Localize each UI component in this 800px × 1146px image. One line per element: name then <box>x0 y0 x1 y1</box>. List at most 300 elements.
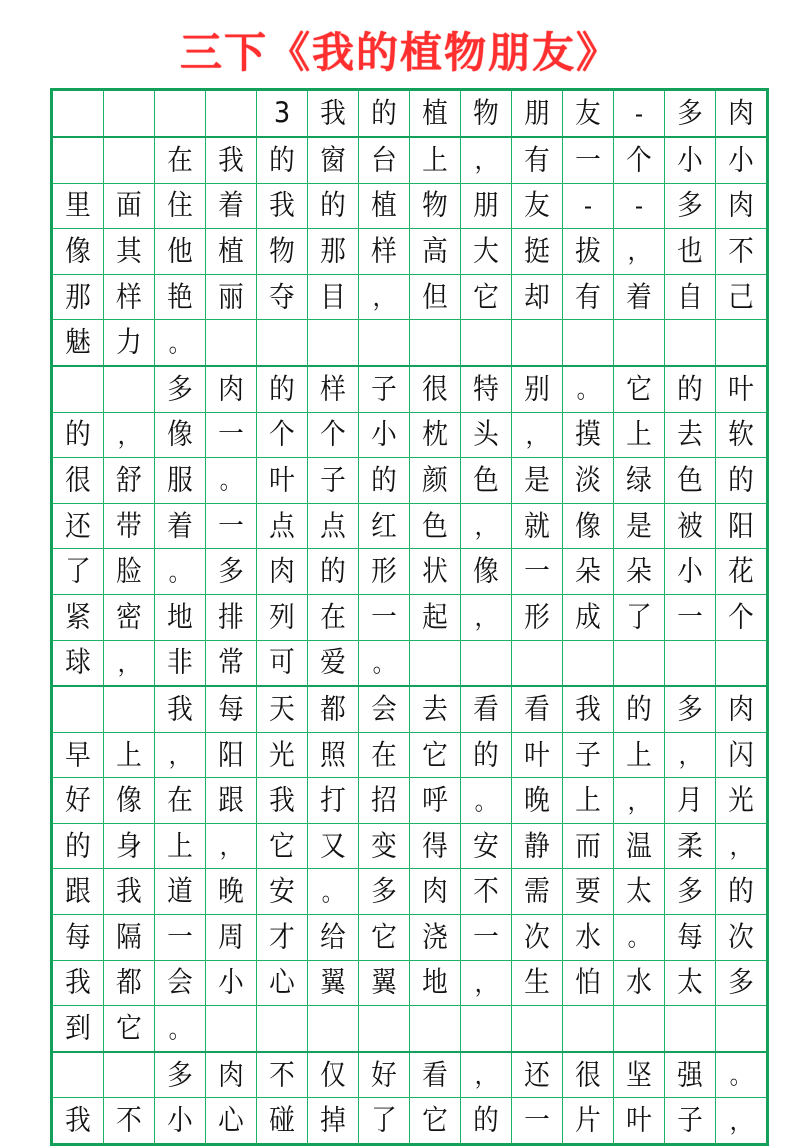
grid-char: 小 <box>371 418 397 452</box>
grid-char: 像 <box>116 784 142 817</box>
grid-cell <box>512 640 563 686</box>
grid-row <box>52 229 768 275</box>
grid-cell <box>461 90 512 137</box>
grid-char: 像 <box>473 555 499 588</box>
grid-char: 大 <box>473 235 499 268</box>
grid-cell <box>716 640 768 686</box>
grid-cell <box>512 1098 563 1145</box>
grid-char: 摸 <box>575 418 601 452</box>
grid-cell <box>614 778 665 824</box>
grid-cell <box>461 915 512 961</box>
grid-cell <box>104 90 155 137</box>
grid-cell <box>461 1006 512 1052</box>
grid-char: ， <box>678 740 702 770</box>
grid-char: 晚 <box>524 784 550 817</box>
grid-char: 肉 <box>728 189 754 223</box>
grid-char: 他 <box>167 235 193 268</box>
grid-char: 头 <box>473 418 499 452</box>
page-title: 三下《我的植物朋友》 <box>179 28 620 77</box>
grid-cell <box>512 412 563 458</box>
grid-cell <box>308 412 359 458</box>
grid-char: 那 <box>65 280 91 314</box>
grid-cell <box>512 137 563 183</box>
grid-cell <box>155 229 206 275</box>
grid-char: 太 <box>677 966 703 1000</box>
grid-char: 我 <box>320 97 346 130</box>
grid-cell <box>563 1052 614 1098</box>
grid-cell <box>52 1006 104 1052</box>
grid-char: 带 <box>116 509 142 543</box>
grid-cell <box>257 229 308 275</box>
grid-char: 子 <box>677 1104 703 1138</box>
grid-cell <box>410 640 461 686</box>
grid-char: 看 <box>422 1058 448 1092</box>
grid-cell <box>155 960 206 1006</box>
grid-char: 地 <box>167 600 193 634</box>
grid-char: 个 <box>728 600 754 634</box>
grid-char: 红 <box>371 509 397 543</box>
grid-char: 它 <box>116 1012 142 1045</box>
grid-char: 友 <box>575 97 601 130</box>
grid-cell <box>614 732 665 778</box>
grid-char: 水 <box>575 921 601 954</box>
grid-char: 温 <box>626 829 652 863</box>
grid-cell <box>665 869 716 915</box>
grid-cell <box>257 732 308 778</box>
grid-row <box>52 366 768 412</box>
grid-char: 坚 <box>626 1058 652 1092</box>
grid-char: 肉 <box>728 693 754 726</box>
grid-cell <box>52 549 104 595</box>
grid-char: 多 <box>728 966 754 1000</box>
grid-cell <box>257 458 308 504</box>
grid-char: 还 <box>65 509 91 543</box>
grid-row <box>52 823 768 869</box>
grid-cell <box>257 960 308 1006</box>
grid-cell <box>716 594 768 640</box>
grid-char: 有 <box>524 144 550 177</box>
grid-cell <box>308 274 359 320</box>
grid-char: 多 <box>677 189 703 223</box>
grid-cell <box>614 686 665 732</box>
grid-cell <box>359 229 410 275</box>
grid-char: 上 <box>422 144 448 177</box>
grid-char: ， <box>168 740 192 770</box>
grid-char: 绿 <box>626 464 652 497</box>
grid-char: ， <box>525 420 549 450</box>
grid-char: 招 <box>371 784 397 817</box>
grid-cell <box>257 594 308 640</box>
grid-cell <box>52 594 104 640</box>
grid-cell <box>359 732 410 778</box>
grid-cell <box>563 366 614 412</box>
grid-cell <box>614 549 665 595</box>
grid-char: 肉 <box>218 1058 244 1092</box>
grid-char: 生 <box>524 966 550 1000</box>
grid-char: 安 <box>473 829 499 863</box>
grid-cell <box>665 183 716 229</box>
grid-cell <box>461 594 512 640</box>
grid-char: 了 <box>626 600 652 634</box>
grid-char: 排 <box>218 600 244 634</box>
grid-char: 晚 <box>218 875 244 909</box>
grid-cell <box>257 915 308 961</box>
grid-cell <box>665 549 716 595</box>
grid-char: 也 <box>677 235 703 268</box>
grid-char: 。 <box>168 556 192 587</box>
grid-char: 它 <box>269 829 295 863</box>
grid-cell <box>308 503 359 549</box>
grid-char: 小 <box>677 144 703 177</box>
grid-cell <box>155 869 206 915</box>
grid-cell <box>359 137 410 183</box>
grid-char: 的 <box>269 372 295 406</box>
grid-cell <box>359 686 410 732</box>
grid-char: 多 <box>677 693 703 726</box>
grid-cell <box>52 960 104 1006</box>
grid-cell <box>461 1098 512 1145</box>
grid-char: 友 <box>524 189 550 223</box>
grid-cell <box>716 915 768 961</box>
grid-cell <box>665 778 716 824</box>
grid-char: 却 <box>524 280 550 314</box>
grid-char: 次 <box>728 921 754 954</box>
grid-char: 多 <box>677 875 703 909</box>
grid-char: 艳 <box>167 280 193 314</box>
grid-cell <box>308 869 359 915</box>
grid-cell <box>359 594 410 640</box>
grid-char: 是 <box>524 464 550 497</box>
grid-cell <box>461 412 512 458</box>
grid-char: 挺 <box>524 235 550 268</box>
grid-cell <box>716 1098 768 1145</box>
grid-cell <box>104 1098 155 1145</box>
grid-cell <box>206 640 257 686</box>
grid-cell <box>410 686 461 732</box>
grid-cell <box>461 640 512 686</box>
grid-cell <box>359 366 410 412</box>
grid-char: 一 <box>167 921 193 954</box>
grid-cell <box>155 366 206 412</box>
grid-char: 物 <box>269 235 295 268</box>
grid-cell <box>104 274 155 320</box>
grid-cell <box>206 229 257 275</box>
grid-char: 有 <box>575 280 601 314</box>
grid-cell <box>512 549 563 595</box>
grid-char: ， <box>117 420 141 450</box>
grid-char: 它 <box>473 280 499 314</box>
grid-cell <box>614 1098 665 1145</box>
grid-char: 的 <box>473 1104 499 1138</box>
grid-cell <box>155 137 206 183</box>
grid-char: 特 <box>473 372 499 406</box>
grid-cell <box>563 503 614 549</box>
grid-char: 就 <box>524 509 550 543</box>
composition-grid-wrapper <box>50 88 754 1146</box>
grid-char: 淡 <box>575 464 601 497</box>
grid-cell <box>716 90 768 137</box>
grid-cell <box>461 183 512 229</box>
grid-cell <box>716 732 768 778</box>
grid-cell <box>716 960 768 1006</box>
grid-char: ， <box>474 145 498 175</box>
grid-cell <box>104 686 155 732</box>
grid-cell <box>155 823 206 869</box>
grid-cell <box>461 458 512 504</box>
grid-cell <box>257 137 308 183</box>
grid-cell <box>665 732 716 778</box>
grid-cell <box>665 1098 716 1145</box>
grid-char: 形 <box>371 555 397 588</box>
grid-char: 子 <box>320 464 346 497</box>
grid-cell <box>257 778 308 824</box>
grid-char: 一 <box>575 144 601 177</box>
grid-cell <box>563 686 614 732</box>
grid-char: 的 <box>371 464 397 497</box>
grid-cell <box>308 960 359 1006</box>
grid-char: 还 <box>524 1058 550 1092</box>
grid-char: 上 <box>626 418 652 452</box>
grid-char: 叶 <box>728 372 754 406</box>
grid-cell <box>52 1098 104 1145</box>
grid-cell <box>206 503 257 549</box>
grid-char: 的 <box>65 418 91 452</box>
grid-char: 它 <box>422 738 448 772</box>
grid-cell <box>104 960 155 1006</box>
grid-cell <box>206 778 257 824</box>
grid-char: 我 <box>269 189 295 223</box>
grid-char: 的 <box>371 97 397 130</box>
grid-char: 打 <box>320 784 346 817</box>
grid-char: 其 <box>116 235 142 268</box>
grid-cell <box>52 640 104 686</box>
grid-cell <box>155 686 206 732</box>
grid-char: 物 <box>473 97 499 130</box>
grid-cell <box>155 1006 206 1052</box>
grid-cell <box>52 137 104 183</box>
grid-cell <box>563 549 614 595</box>
grid-char: 里 <box>65 189 91 223</box>
grid-cell <box>665 823 716 869</box>
grid-cell <box>461 778 512 824</box>
grid-char: 翼 <box>371 966 397 1000</box>
grid-char: 心 <box>218 1104 244 1138</box>
grid-char: 到 <box>65 1012 91 1045</box>
grid-cell <box>257 1098 308 1145</box>
grid-char: 很 <box>422 372 448 406</box>
grid-cell <box>206 915 257 961</box>
grid-cell <box>563 732 614 778</box>
grid-cell <box>461 960 512 1006</box>
grid-char: 多 <box>167 1058 193 1092</box>
grid-char: 着 <box>167 509 193 543</box>
grid-char: 。 <box>321 877 345 907</box>
grid-cell <box>308 1006 359 1052</box>
grid-cell <box>614 915 665 961</box>
grid-cell <box>461 823 512 869</box>
grid-cell <box>410 1052 461 1098</box>
grid-cell <box>52 274 104 320</box>
grid-char: 但 <box>422 280 448 314</box>
grid-cell <box>512 320 563 366</box>
grid-cell <box>104 229 155 275</box>
grid-row <box>52 915 768 961</box>
grid-cell <box>410 274 461 320</box>
grid-cell <box>308 594 359 640</box>
grid-cell <box>52 229 104 275</box>
grid-char: 台 <box>371 144 397 177</box>
grid-cell <box>308 1052 359 1098</box>
grid-cell <box>52 823 104 869</box>
grid-char: 紧 <box>65 600 91 634</box>
grid-cell <box>155 90 206 137</box>
grid-char: 色 <box>473 464 499 497</box>
grid-cell <box>716 503 768 549</box>
grid-char: 己 <box>728 280 754 314</box>
grid-char: 窗 <box>320 144 346 177</box>
grid-cell <box>716 229 768 275</box>
grid-cell <box>206 412 257 458</box>
grid-char: ， <box>627 236 651 267</box>
grid-char: 颜 <box>422 464 448 497</box>
grid-char: 一 <box>677 600 703 634</box>
grid-char: - <box>583 191 593 221</box>
grid-char: - <box>634 191 644 221</box>
grid-cell <box>52 90 104 137</box>
grid-char: 朋 <box>524 97 550 130</box>
grid-cell <box>512 90 563 137</box>
grid-char: 掉 <box>320 1104 346 1138</box>
grid-char: 一 <box>218 418 244 452</box>
grid-char: 样 <box>371 235 397 268</box>
grid-char: 隔 <box>116 921 142 954</box>
grid-char: 安 <box>269 875 295 909</box>
grid-cell <box>512 274 563 320</box>
grid-cell <box>308 90 359 137</box>
grid-cell <box>512 960 563 1006</box>
grid-char: 阳 <box>218 738 244 772</box>
grid-cell <box>461 320 512 366</box>
grid-char: 碰 <box>269 1104 295 1138</box>
grid-cell <box>716 366 768 412</box>
grid-cell <box>614 274 665 320</box>
grid-char: 它 <box>626 372 652 406</box>
grid-cell <box>716 549 768 595</box>
composition-grid <box>50 88 769 1146</box>
grid-char: 的 <box>473 738 499 772</box>
grid-cell <box>461 229 512 275</box>
grid-cell <box>512 686 563 732</box>
grid-char: 得 <box>422 829 448 863</box>
grid-char: 。 <box>168 1013 192 1044</box>
grid-cell <box>665 960 716 1006</box>
grid-cell <box>52 869 104 915</box>
grid-cell <box>308 823 359 869</box>
grid-char: 要 <box>575 875 601 909</box>
grid-char: 3 <box>273 97 291 130</box>
grid-cell <box>155 732 206 778</box>
grid-cell <box>512 732 563 778</box>
grid-char: ， <box>729 831 753 861</box>
grid-cell <box>614 960 665 1006</box>
grid-cell <box>716 823 768 869</box>
grid-char: 呼 <box>422 784 448 817</box>
grid-cell <box>461 137 512 183</box>
grid-char: 我 <box>167 693 193 726</box>
grid-char: 高 <box>422 235 448 268</box>
grid-char: 很 <box>65 464 91 497</box>
grid-char: 的 <box>728 875 754 909</box>
grid-cell <box>52 686 104 732</box>
grid-char: 朵 <box>626 555 652 588</box>
grid-char: 周 <box>218 921 244 954</box>
grid-row <box>52 412 768 458</box>
grid-cell <box>104 137 155 183</box>
grid-char: 形 <box>524 600 550 634</box>
grid-char: 天 <box>269 693 295 726</box>
grid-char: 色 <box>677 464 703 497</box>
grid-char: 叶 <box>626 1104 652 1138</box>
grid-char: 可 <box>269 646 295 680</box>
grid-cell <box>257 640 308 686</box>
grid-cell <box>614 503 665 549</box>
grid-char: 一 <box>371 600 397 634</box>
grid-char: ， <box>474 511 498 541</box>
grid-cell <box>52 366 104 412</box>
grid-char: 成 <box>575 600 601 634</box>
grid-cell <box>410 1098 461 1145</box>
grid-cell <box>52 183 104 229</box>
grid-char: 像 <box>575 509 601 543</box>
grid-char: 小 <box>677 555 703 588</box>
grid-cell <box>359 960 410 1006</box>
grid-cell <box>614 869 665 915</box>
grid-char: 夺 <box>269 280 295 314</box>
grid-cell <box>512 229 563 275</box>
grid-cell <box>155 320 206 366</box>
grid-cell <box>308 686 359 732</box>
grid-char: 跟 <box>218 784 244 817</box>
grid-char: 静 <box>524 829 550 863</box>
grid-cell <box>563 594 614 640</box>
grid-cell <box>410 823 461 869</box>
grid-cell <box>512 1052 563 1098</box>
grid-cell <box>257 320 308 366</box>
grid-char: ， <box>474 602 498 632</box>
grid-char: 早 <box>65 738 91 772</box>
grid-cell <box>52 412 104 458</box>
grid-cell <box>410 503 461 549</box>
grid-char: 会 <box>167 966 193 1000</box>
grid-cell <box>410 778 461 824</box>
grid-char: 去 <box>422 693 448 726</box>
grid-char: 是 <box>626 509 652 543</box>
grid-char: 面 <box>116 189 142 223</box>
grid-char: 。 <box>219 465 243 496</box>
grid-cell <box>104 320 155 366</box>
grid-cell <box>52 915 104 961</box>
grid-cell <box>410 412 461 458</box>
grid-cell <box>614 229 665 275</box>
grid-cell <box>614 594 665 640</box>
grid-cell <box>359 823 410 869</box>
grid-cell <box>410 90 461 137</box>
grid-char: 多 <box>167 372 193 406</box>
grid-char: 像 <box>167 418 193 452</box>
grid-cell <box>206 1052 257 1098</box>
grid-char: 花 <box>728 555 754 588</box>
grid-char: 去 <box>677 418 703 452</box>
